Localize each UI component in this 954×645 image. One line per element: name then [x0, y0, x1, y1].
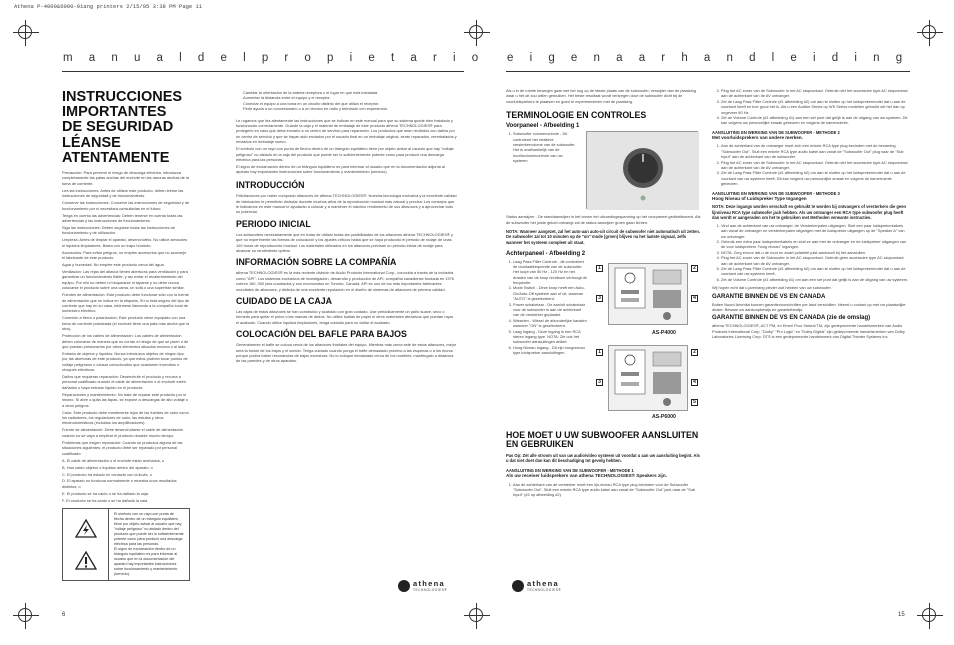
- list-item: 3. Zet de Laag Pass Filter Controle (#1 afbeelding #2) om aan te sluiten op het luidsprekermodel dat u aan de voorkant heeft en hoe groot het is. Als u een Auditor Series op WS Series modellen gebruikt zet het dan op ongeveer 80 Hz.: [721, 99, 910, 115]
- figure-1: [506, 131, 702, 211]
- method1-list: [506, 482, 702, 498]
- method2-title: AANSLUITING EN WERKING VAN DE SUBWOOFER - METHODE 2: [712, 129, 840, 135]
- list-item: 6. Zet de Volume Controle (#1 afbeelding #1) om aan een set punt dat gelijk is aan de uitgang van uw systeem.: [721, 277, 910, 282]
- callout-1: 1: [596, 265, 603, 272]
- section-text: Generalmente el bafle se coloca cerca de los altavoces frontales del equipo. Mientras más cerca esté de estos altavoces, mejor será la fusión de los bajos y el sonido. Tenga cuidado cuando ponga el bafle demasiado próximo a las esquinas o a los muros porque podría haber resonancias de bajos excesivas. No lo coloque demasiado cerca de los muebles; manténgalo a distancia de las paredes y de otros aparatos.: [236, 342, 457, 364]
- intro-column: [236, 90, 457, 560]
- left-page-header: m a n u a l d e l p r o p i e t a r i o: [63, 52, 485, 64]
- safety-paragraph: C. El producto ha estado en contacto con la lluvia, o: [62, 471, 152, 477]
- paragraph: El signo de exclamación dentro de un triángulo equilátero es para informar al usuario que en la documentación adjunta al aparato hay importantes instrucciones sobre funcionamiento y mantenimiento (servicio).: [236, 163, 445, 175]
- warning-icons: [63, 509, 109, 580]
- safety-paragraph: F. El producto se ha caído o se ha dañado la caja.: [62, 497, 149, 503]
- list-item: • Conectar el equipo a una toma en un circuito distinto del que utiliza el receptor.: [243, 101, 457, 106]
- list-item: • Pedir ayuda a un concesionario o a un técnico en radio y televisión con experiencia.: [243, 106, 457, 111]
- method1-continued: [712, 88, 910, 126]
- safety-paragraph: Reparaciones y mantenimiento: No trate de reparar este producto por sí mismo. Si abre o quita las tapas, se expone a descargas de alto voltaje o a otros peligros.: [62, 391, 189, 408]
- page-number-right: 15: [898, 612, 905, 618]
- list-item: 1. Aan de achterkant van de versterker moet een lijn-niveau RCA type plug bevinden voor de Subwoofer "Subwoofer Out". Sluit een enkele RCA type audio kabel aan vanaf de "Subwoofer Out" jack naar de "Sub Input" (#2 op afbeelding #2).: [513, 482, 702, 498]
- registration-mark: [469, 25, 483, 39]
- warranty-text: Buiten Noord Amerika kunnen garantievoorschriften per land verschillen. Neemt u contact op met uw plaatselijke dealer. Bewaar uw aankoopbewijs en garantiebewijs.: [712, 301, 906, 312]
- safety-paragraph: Calor: Este producto debe mantenerse lejos de las fuentes de calor como los radiadores, los reguladores de calor, las estufas y otros electrodomésticos (incluidos los amplificadores).: [62, 409, 189, 426]
- right-page-header: e i g e n a a r h a n d l e i d i n g: [507, 52, 909, 64]
- athena-logo-icon: [512, 580, 524, 592]
- warning-box: [62, 508, 190, 581]
- logo-sub: TECHNOLOGIES®: [413, 587, 448, 592]
- logo-name: athena: [413, 579, 445, 589]
- interference-bullets: [236, 90, 457, 112]
- method2-sub: Met voorluidsprekers van andere merken.: [712, 135, 803, 141]
- warranty-title: GARANTIE BINNEN DE VS EN CANADA: [712, 293, 826, 300]
- printer-slug: Athena P-4000&6000-91ang printers 2/15/05 3:38 PM Page 11: [14, 3, 203, 10]
- section-heading: INFORMACIÓN SOBRE LA COMPAÑÍA: [236, 257, 397, 268]
- logo-sub: TECHNOLOGIES®: [527, 587, 562, 592]
- callout-3: 3: [596, 295, 603, 302]
- fig1-title: Voorpaneel - Afbeelding 1: [506, 123, 580, 130]
- controls-column: [506, 88, 702, 613]
- volume-knob-icon: [587, 132, 699, 210]
- methods-column: [712, 88, 910, 608]
- safety-paragraph: Tenga en cuenta las advertencias: Deben tenerse en cuenta todas las advertencias y las instrucciones de funcionamiento.: [62, 212, 183, 223]
- connect-title: HOE MOET U UW SUBWOOFER AANSLUITEN EN GEBRUIKEN: [506, 429, 699, 450]
- safety-paragraph: Conexión a tierra o polarización: Este producto viene equipado con una toma de corriente polarizada (el enchufe tiene una pata más ancha que la otra).: [62, 315, 190, 332]
- list-item: 4. Wisselen - Wissel de afzonderlijke kanalen wanneer "ON" is geselecteerd.: [513, 318, 588, 329]
- safety-paragraph: Ventilación: Las rejas del altavoz tienen aberturas para ventilación y para garantizar un funcionamiento fiable, y así evitar el recalentamiento del equipo. Por ello no deben ni bloquearse ni taparse y no debe nunca colocarse el producto sobre una cama, un sofá o una superficie similar.: [62, 269, 188, 291]
- list-item: 1. Laag Pass Filter Controle - dit controleert de doorlaatfrequentie van de subwoofer. Het loopt van 50 Hz - 120 Hz en het draaien van de knop rechtsom verhoogt de frequentie.: [513, 259, 588, 286]
- header-rule: [506, 71, 910, 72]
- safety-paragraph: Fuente de alimentación: Debe desenchufarse el cable de alimentación cuando no se vaya a emplear el producto durante mucho tiempo.: [62, 427, 184, 438]
- safety-paragraph: A. El cable de alimentación o el enchufe están averiados, o: [62, 457, 165, 463]
- safety-paragraph: Lea las instrucciones: Antes de utilizar este producto, deben leerse las instrucciones de seguridad y de funcionamiento.: [62, 187, 184, 199]
- list-item: • Aumentar la distancia entre el equipo y el receptor.: [243, 95, 457, 100]
- athena-logo-icon: [398, 580, 410, 592]
- safety-paragraph: B. Han caído objetos o líquidos dentro del aparato, o: [62, 464, 153, 470]
- header-rule: [62, 71, 464, 72]
- callout-2: 2: [691, 265, 698, 272]
- method3-sub: Hoog Niveau of Luidspreker Type Ingangen: [712, 196, 807, 202]
- safety-paragraph: Precaución: Para prevenir el riesgo de descarga eléctrica, introduzca completamente las patas anchas del enchufe en las ranuras anchas de la toma de corriente.: [62, 170, 189, 186]
- section-cuidado: [236, 296, 457, 325]
- section-introduccion: [236, 180, 457, 215]
- callout-4: 4: [691, 295, 698, 302]
- athena-logo: [512, 580, 561, 592]
- paragraph: El símbolo con un rayo con punta de flecha dentro de un triángulo equilátero tiene por objeto avisar al usuario que hay "voltaje peligroso" no aislado en la caja del producto que puede ser lo suficientemente potente como para producir una descarga eléctrica para las personas.: [236, 146, 454, 162]
- amplifier-panel-icon: [609, 346, 689, 412]
- list-item: 1. Subwoofer volumecontrole - Dit controleert het relatieve versterkervolume van de subwoofer. Het is onafhankelijk van de hoofdvolumecontrole van uw systeem.: [513, 131, 578, 163]
- list-item: 4. Plug het AC snoer van de Subwoofer in het AC stopcontact. Gebruik geen accessoire type AC stopcontact aan de achterkant van de AV ontvanger.: [721, 255, 910, 266]
- figure-2: [506, 259, 702, 425]
- method1-title: AANSLUITING EN WERKING VAN DE SUBWOOFER - METHODE 1: [506, 467, 634, 473]
- warning-lightning-text: El símbolo con un rayo con punta de flecha dentro de un triángulo equilátero tiene por objeto avisar al usuario que hay "voltaje peligroso" no aislado dentro del producto que puede ser lo suficientemente potente como para producir una descarga eléctrica para las personas.: [114, 512, 184, 547]
- list-item: 4. Zet de Volume Controle (#1 afbeelding #1) aan een set punt dat gelijk is aan de uitgang van uw systeem. Dit kan volgens uw persoonlijke smaak gebeuren en volgens de kamerruimte.: [721, 115, 910, 126]
- registration-mark: [469, 608, 483, 622]
- section-text: Felicitaciones por haber comprado altavoces de athena TECHNOLOGIES®. Nuestra tecnología exclusiva y la excelente calidad de fabricación le permitirán disfrutar durante muchos años de la reproducción musical más natural y precisa. Los consejos que le indicamos en este manual le ayudarán a colocar y a mantener el máximo rendimiento de sus altavoces y a aprovechar todo su potencial.: [236, 193, 457, 215]
- safety-paragraph: Siga las instrucciones: Deben seguirse todas las instrucciones de funcionamiento y de utilización.: [62, 224, 175, 236]
- athena-logo: [398, 580, 447, 592]
- registration-mark: [922, 25, 936, 39]
- lightning-warning-icon: [75, 519, 97, 538]
- rear-panel-image: [608, 345, 688, 411]
- safety-paragraph: Daños que requieran reparación: Desenchufe el producto y recurra a personal cualificado cuando el cable de alimentación o el enchufe estén dañados o haya entrado líquido en el producto.: [62, 374, 186, 390]
- method3-title: AANSLUITING EN WERKING VAN DE SUBWOOFER - METHODE 3: [712, 190, 840, 196]
- list-item: 2. Mode Switch - Deze knop heeft een Auto-On/Auto-Off systeem aan of uit, waarvan "AUTO" is geselecteerd.: [513, 285, 588, 301]
- model-label: AS-P6000: [652, 413, 676, 420]
- safety-paragraph: Agua y humedad: No emplee este producto cerca del agua.: [62, 262, 165, 268]
- logo-name: athena: [527, 579, 559, 589]
- callout-1: 1: [596, 349, 603, 356]
- list-item: 2. Gebruik een extra paar luidsprekerkabels en sluit ze aan met de ontvanger en de luidspreker uitgangen van de voor luidsprekers "hoog niveau" ingangen.: [721, 239, 910, 250]
- warning-exclamation-text: El signo de exclamación dentro de un triángulo equilátero es para informar al usuario que en la documentación del aparato hay importantes instrucciones sobre funcionamiento y mantenimiento (servicio).: [114, 547, 178, 577]
- fig1-list: [506, 131, 578, 209]
- note-1: NOTA: Wanneer aangezet, zal het auto-aan auto-uit circuit de subwoofer niet automatisch uit zetten. De subwoofer zal tot 10 minuten op de "on" mode (groen) blijven na het laatste signaal, zelfs wanneer het systeem compleet uit staat.: [506, 228, 701, 245]
- registration-mark: [18, 608, 32, 622]
- rear-panel-image: [608, 263, 688, 325]
- section-title: TERMINOLOGIE EN CONTROLES: [506, 110, 647, 121]
- list-item: 1. Aan de achterkant van de ontvanger moet zich een enkele RCA type plug bevinden met de benaming "Subwoofer Out". Sluit een enkele RCA type audio kabel aan vanaf de "Subwoofer Out" plug naar de "Sub Input" aan de achterkant van de subwoofer.: [721, 143, 910, 159]
- model-label: AS-P4000: [652, 329, 676, 336]
- safety-paragraph: E. El producto se ha caído o se ha dañado la caja.: [62, 490, 149, 496]
- method1-sub: Als uw receiver luidsprekers van athena TECHNOLOGIES® Speakers zijn.: [506, 473, 667, 479]
- warranty2-title: GARANTIE BINNEN DE VS EN CANADA (zie de omslag): [712, 315, 871, 322]
- safety-paragraph: Accesorios: Para evitar peligros, no emplee accesorios que no aconseje el fabricante de este producto.: [62, 249, 187, 261]
- safety-paragraph: Conserve las instrucciones: Conserve las instrucciones de seguridad y de funcionamiento por si necesitara consultarlas en el futuro.: [62, 200, 190, 211]
- section-colocacion: [236, 329, 457, 364]
- callout-4: 4: [691, 379, 698, 386]
- method2-list: [712, 143, 910, 186]
- list-item: 3. Zet de Laag Pass Filter Controle (#1 afbeelding #2) om aan te sluiten op het luidsprekermodel dat u aan de voorkant van uw systeem heeft. Dit kan volgens uw persoonlijke smaak en volgens de kamerruimte gebeuren.: [721, 170, 910, 186]
- section-heading: COLOCACIÓN DEL BAFLE PARA BAJOS: [236, 329, 407, 340]
- registration-mark: [922, 608, 936, 622]
- caution-note: Pas Op: Zet alle stroom uit van uw audio/video systeem uit voordat u aan uw aansluiting begint. Als u dat niet doet dan kan dit beschadiging tot gevolg hebben.: [506, 452, 700, 464]
- safety-paragraph: Limpieza: Antes de limpiar el aparato, desenchúfelo. No utilice aerosoles ni líquidos limpiadores. Basta con un trapo húmedo.: [62, 237, 188, 248]
- list-item: 5. Laag Ingang - Deze ingang is een RCA stereo ingang type. NOTA: Zie ook het subwoofer aansluitingen artikel.: [513, 329, 588, 345]
- registration-mark: [18, 25, 32, 39]
- section-periodo-inicial: [236, 219, 457, 254]
- top-paragraph: Als u in de ruimte bewegen gaat met het oog op de ideale plaats van de subwoofer, verwijder dan de plaatsing waar u het uit zou willen gebruiken. Het beste resultaat wordt verkregen door de subwoofer dicht bij de voorluidsprekers te plaatsen en goed te experimenteren met de plaatsing.: [506, 88, 696, 104]
- section-text: athena TECHNOLOGIES® es la más reciente división de Audio Products International Corp., conocida a través de la industria como "API". Los sistemas exclusivos de investigación, desarrollo y producción de API, compañía canadiense fundada en 1976 cubren 160, 000 pies cuadrados y son reconocidos en Toronto, Canadá. API es uno de los más importantes fabricantes mundiales de altavoces, y disfruta de una excelente reputación en el diseño de sistemas de altavoces de primera calidad.: [236, 270, 454, 292]
- warning-text: [109, 509, 189, 580]
- section-heading: PERIODO INICIAL: [236, 218, 311, 229]
- warranty2-text: athena TECHNOLOGIES®, ACT PM, en Emerl Pour Serieal TM, zijn gedeponeerde handelsmerken van Audio Products International Corp. "Dolby" "Pro Logic" en "Dolby Digital" zijn gedeponeerde handelsmerken van Dolby Laboratories Licensing Corp. DTS is een gedeponeerde handelsmerk van Digital Theater Systems Inc.: [712, 323, 905, 340]
- exclamation-warning-icon: [75, 551, 97, 570]
- list-item: 2. Plug het AC snoer van de Subwoofer in het AC stopcontact. Gebruik niet het accessoire type AC stopcontact aan de achterkant van de AV ontvanger.: [721, 88, 910, 99]
- list-item: • Cambiar la orientación de la antena receptora o el lugar en que está instalada.: [243, 90, 457, 95]
- safety-paragraph: Fuentes de alimentación: Este producto debe funcionar sólo con la fuente de alimentación que se indica en la etiqueta. Si no está seguro del tipo de corriente que hay en su casa, infórmese llamando a la compañía local de suministro eléctrico.: [62, 292, 190, 314]
- list-item: 1. Vind aan de achterkant van uw ontvanger, de Versterkerpalen uitgangen. Sluit een paar luidsprekerkabels aan vanaf de ontvanger en versterkerpalen uitgangen met de luidspreker uitgangen op de "Speaker A" van uw ontvanger.: [721, 223, 910, 239]
- rear-panel-p6000: [594, 345, 700, 425]
- fig2-list: [506, 259, 588, 423]
- safety-column: [62, 90, 190, 600]
- section-text: Las cajas de estos altavoces se han construido y acabado con gran cuidado. Use periódicamente un paño suave, seco o húmedo para quitar el polvo o las marcas de dedos. No utilice toallas de papel ni otros materiales abrasivos que puedan rayar el acabado. Cuando utilice líquidos limpiadores, tenga cuidado para no dañar el acabado.: [236, 308, 454, 325]
- amplifier-panel-icon: [609, 264, 689, 326]
- intro-paragraphs: [236, 118, 457, 177]
- section-heading: CUIDADO DE LA CAJA: [236, 295, 332, 306]
- list-item: 5. Zet de Laag Pass Filter Controle (#1 afbeelding #2) om aan te sluiten op het luidsprekermodel dat u aan de voorkant van uw systeem heeft.: [721, 266, 910, 277]
- method3-list: [712, 223, 910, 282]
- method3-note: NOTA: Deze ingangs worden verschaft en gebruikt te worden bij ontvangers of versterkers die geen lijnniveau RCA type subwoofer jack hebben. Als uw ontvanger een RCA type subwoofer plug heeft dan wordt er aangeraden om het te gebruiken met Methoden verwante instructies.: [712, 204, 906, 221]
- paragraph: Le rogamos que lea atentamente las instrucciones que se indican en este manual para que su sistema quede bien instalado y funcionando correctamente. Guarde la caja y el material de embalaje de este producto athena TECHNOLOGIES® para protegerlo en caso que deba enviarlo a un centro de servicio para reparación. Los productos que sean recibidos con daños por un centro de servicio y que se hayan sido enviados por el usuario final en un embalaje original, serán reparados, reembalados y enviados en embalaje nuevo.: [236, 117, 457, 145]
- list-item: 3. Power schakelaar - De aan/uit schakelaar voor de subwoofer is aan de achterkant van de versterker geplaatst.: [513, 302, 588, 318]
- safety-paragraph: Problemas que exigen reparación: Cuando se produzca alguna de las situaciones siguientes, el producto debe ser reparado por personal cualificado:: [62, 439, 183, 456]
- callout-2: 2: [691, 349, 698, 356]
- front-panel-image: [586, 131, 698, 209]
- safety-paragraph: D. El aparato no funciona normalmente o muestra unos resultados distintos, o: [62, 478, 177, 489]
- callout-5: 5: [691, 399, 698, 406]
- safety-text: [62, 170, 190, 502]
- section-text: Los subwoofers necesariamente que en tratar de utilizar todas las posibilidades de los altavoces athena TECHNOLOGIES® y que no experimente las formas de colocación y los ajustes críticos hasta que se haya producido el periodo de rodaje de unas 100 horas de reproducción musical. Los materiales utilizados en los altavoces precisan un periodo inicial de rodaje para alcanzar su rendimiento óptimo.: [236, 231, 453, 253]
- safety-paragraph: Protección de los cables de alimentación: Los cables de alimentación deben colocarse de manera que no corran el riesgo de que se pisen o de que puedan presionarlos por otros elementos situados encima o al lado.: [62, 333, 189, 349]
- section-heading: INTRODUCCIÓN: [236, 180, 305, 191]
- fig1-item-2: Status aanwijzer - De standaanwijzer is het brown het uitvoedingsspanning op het voorpaneel gedistribueerd. Als de subwoofer het juiste geluid ontvangt zal de status aanwijzer groen gaan lichten.: [506, 214, 701, 225]
- safety-paragraph: Entrada de objetos y líquidos: Nunca introduzca objetos de ningún tipo por las aberturas de este producto, ya que estos podrían tocar puntos de voltaje peligrosos o causar cortocircuitos que ocasionen incendios o choques eléctricos.: [62, 350, 188, 373]
- callout-3: 3: [596, 379, 603, 386]
- section-informacion: [236, 257, 457, 292]
- list-item: 6. Hoog Niveau Ingang - Dit zijn hoogniveau type luidspreker aansluitingen.: [513, 345, 588, 356]
- safety-title: INSTRUCCIONES IMPORTANTES DE SEGURIDAD LÉANSE ATENTAMENTE: [62, 89, 183, 166]
- fig2-title: Achterpaneel - Afbeelding 2: [506, 250, 586, 257]
- list-item: 2. Plug het AC snoer van de Subwoofer in het AC stopcontact. Gebruik niet het accessoire type AC stopcontact aan de achterkant van de AV ontvanger.: [721, 160, 910, 171]
- rear-panel-p4000: [594, 259, 700, 341]
- page-number-left: 6: [62, 612, 66, 618]
- list-item: 3. NOTA: Zorg ervoor dat u de rood en zwart polariteit juist aanhoudt bij het aansluiten.: [721, 250, 910, 255]
- final-line: Wij hopen echt dat u jarenlang plezier zult hebben van uw subwoofer.: [712, 285, 832, 291]
